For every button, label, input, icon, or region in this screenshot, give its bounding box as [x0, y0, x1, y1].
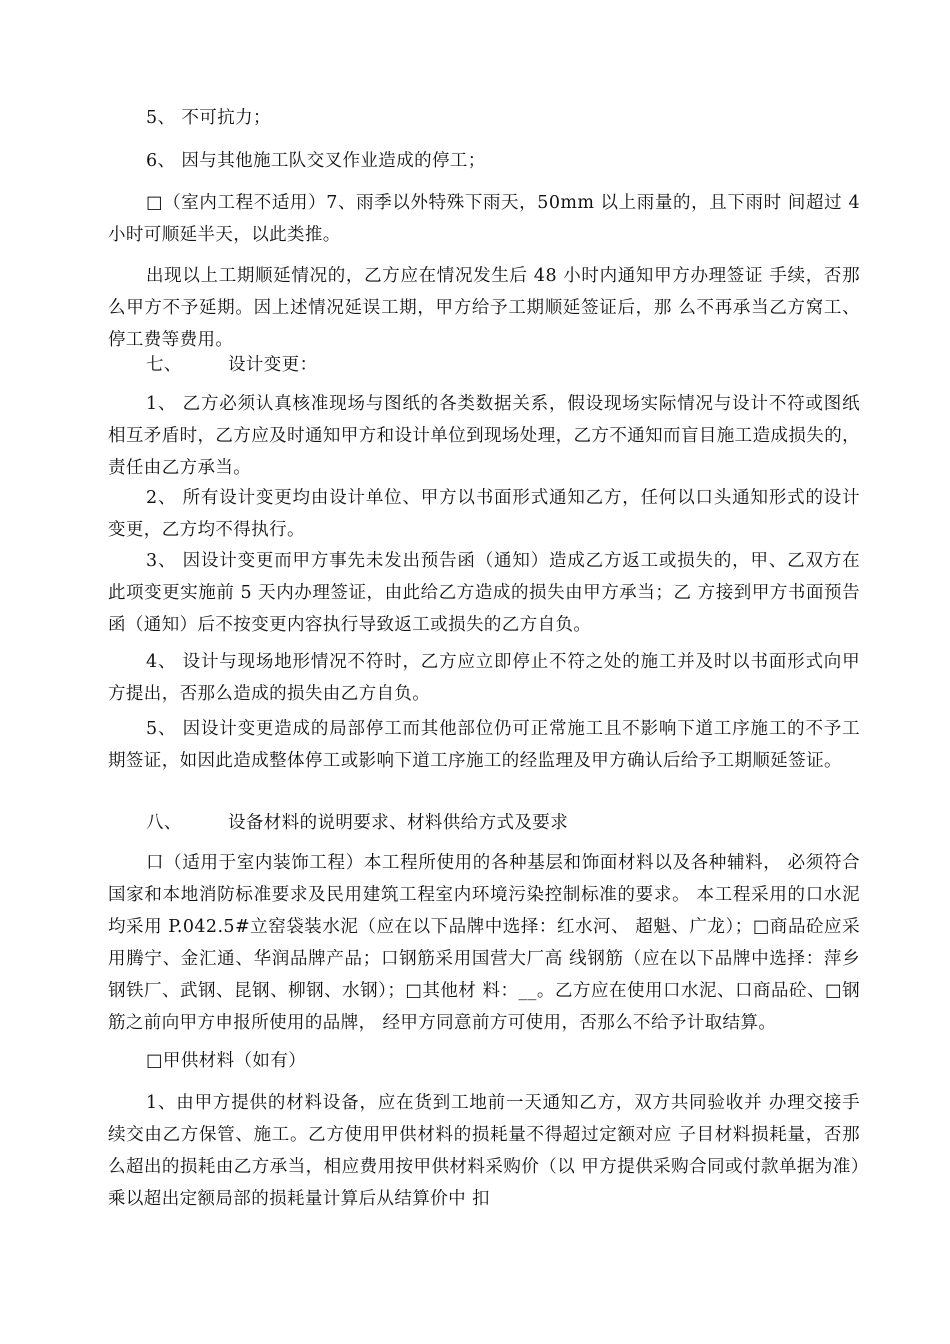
section-heading-design-change	[146, 349, 318, 381]
owner-supplied-materials-clause-1: 1、由甲方提供的材料设备，应在货到工地前一天通知乙方，双方共同验收并 办理交接手续交由乙方保管、施工。乙方使用甲供材料的损耗量不得超过定额对应 子目材料损耗量，否那么超出的损耗由乙方承当，相应费用按甲供材料采购价（以 甲方提供采购合同或付款单据为准）乘以超出定额局部的损耗量计算后从结算价中 扣	[108, 1093, 860, 1209]
section-title: 设计变更：	[228, 355, 318, 375]
design-change-clause-2: 2、 所有设计变更均由设计单位、甲方以书面形式通知乙方，任何以口头通知形式的设计变更，乙方均不得执行。	[108, 488, 860, 540]
clause-cross-work-stoppage: 6、 因与其他施工队交叉作业造成的停工；	[146, 151, 486, 171]
section-number: 八、	[146, 813, 182, 833]
design-change-clause-5: 5、 因设计变更造成的局部停工而其他部位仍可正常施工且不影响下道工序施工的不予工期签证，如因此造成整体停工或影响下道工序施工的经监理及甲方确认后给予工期顺延签证。	[108, 719, 860, 771]
clause-rainy-season: □（室内工程不适用）7、雨季以外特殊下雨天，50mm 以上雨量的，且下雨时 间超过 4 小时可顺延半天，以此类推。	[108, 193, 860, 245]
section-number: 七、	[146, 355, 182, 375]
owner-supplied-materials-heading: □甲供材料（如有）	[146, 1051, 307, 1071]
section-title: 设备材料的说明要求、材料供给方式及要求	[228, 813, 569, 833]
design-change-clause-3: 3、 因设计变更而甲方事先未发出预告函（通知）造成乙方返工或损失的，甲、乙双方在此项变更实施前 5 天内办理签证，由此给乙方造成的损失由甲方承当；乙 方接到甲方书面预告函（通知）后不按变更内容执行导致返工或损失的乙方自负。	[108, 551, 860, 635]
design-change-clause-4: 4、 设计与现场地形情况不符时，乙方应立即停止不符之处的施工并及时以书面形式向甲方提出，否那么造成的损失由乙方自负。	[108, 652, 860, 704]
design-change-clause-1: 1、 乙方必须认真核准现场与图纸的各类数据关系，假设现场实际情况与设计不符或图纸相互矛盾时，乙方应及时通知甲方和设计单位到现场处理，乙方不通知而盲目施工造成损失的，责任由乙方承当。	[108, 394, 860, 478]
clause-extension-notice: 出现以上工期顺延情况的，乙方应在情况发生后 48 小时内通知甲方办理签证 手续，否那么甲方不予延期。因上述情况延误工期，甲方给予工期顺延签证后，那 么不再承当乙方窝工、停工费等费用。	[108, 266, 860, 350]
materials-requirements-paragraph: 口（适用于室内装饰工程）本工程所使用的各种基层和饰面材料以及各种辅料， 必须符合国家和本地消防标准要求及民用建筑工程室内环境污染控制标准的要求。 本工程采用的口水泥均采用 P.042.5#立窑袋装水泥（应在以下品牌中选择：红水河、 超魁、广龙）；□商品砼应采用腾宁、金汇通、华润品牌产品；口钢筋采用国营大厂高 线钢筋（应在以下品牌中选择：萍乡钢铁厂、武钢、昆钢、柳钢、水钢）；□其他材 料：__。乙方应在使用口水泥、口商品砼、□钢筋之前向甲方申报所使用的品牌， 经甲方同意前方可使用，否那么不给予计取结算。	[108, 853, 860, 1033]
section-heading-materials	[146, 807, 568, 839]
clause-force-majeure: 5、 不可抗力；	[146, 108, 271, 128]
